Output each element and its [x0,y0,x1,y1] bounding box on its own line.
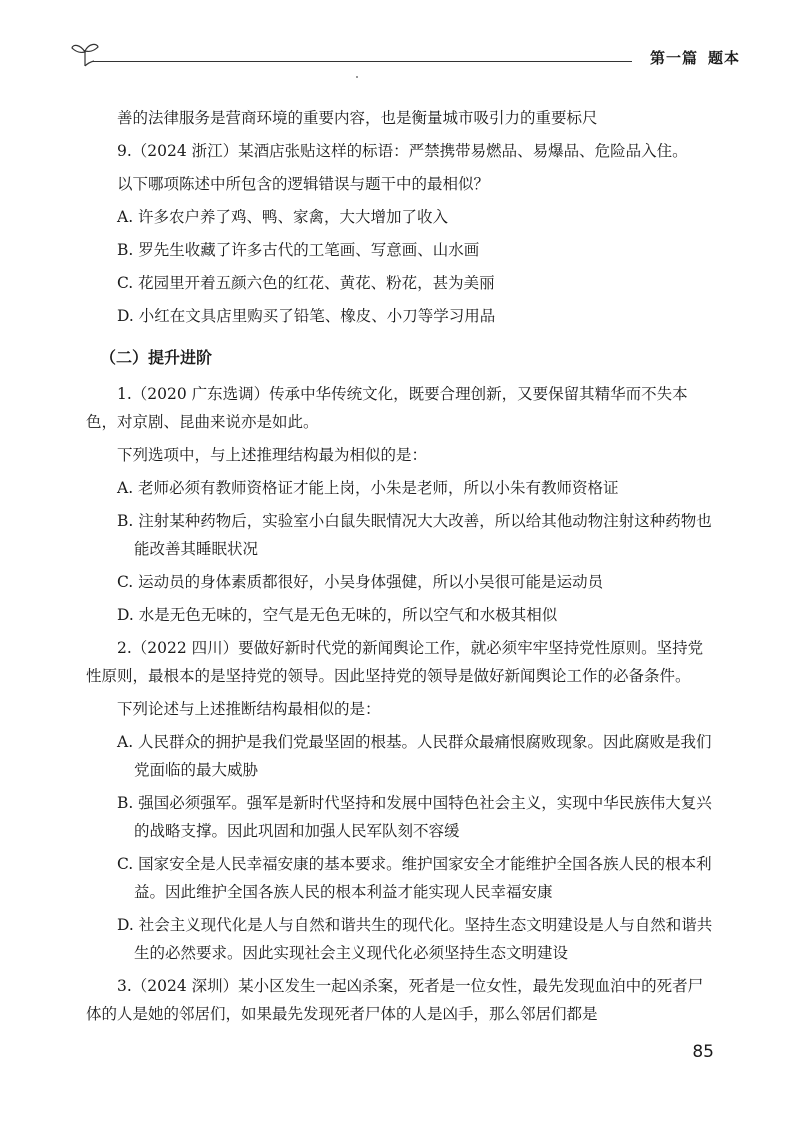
answer-option: A. 人民群众的拥护是我们党最坚固的根基。人民群众最痛恨腐败现象。因此腐败是我们党面临的最大威胁 [117,733,712,779]
answer-option: C. 运动员的身体素质都很好，小吴身体强健，所以小吴很可能是运动员 [117,573,604,591]
paragraph: 善的法律服务是营商环境的重要内容，也是衡量城市吸引力的重要标尺 [117,109,598,127]
answer-option: A. 许多农户养了鸡、鸭、家禽，大大增加了收入 [117,208,449,226]
answer-option: D. 社会主义现代化是人与自然和谐共生的现代化。坚持生态文明建设是人与自然和谐共生的必然要求。因此实现社会主义现代化必须坚持生态文明建设 [117,916,713,962]
answer-option: C. 花园里开着五颜六色的红花、黄花、粉花，甚为美丽 [117,274,495,292]
answer-option: B. 罗先生收藏了许多古代的工笔画、写意画、山水画 [117,241,480,259]
page-body [86,104,718,1033]
section-part: 第一篇 [649,49,698,67]
answer-option: B. 强国必须强军。强军是新时代坚持和发展中国特色社会主义，实现中华民族伟大复兴的战略支撑。因此巩固和加强人民军队刻不容缓 [117,794,712,840]
answer-option: D. 小红在文具店里购买了铅笔、橡皮、小刀等学习用品 [117,307,496,325]
paragraph: 下列论述与上述推断结构最相似的是： [117,700,381,718]
paragraph: 3.（2024 深圳）某小区发生一起凶杀案，死者是一位女性，最先发现血泊中的死者尸体的人是她的邻居们，如果最先发现死者尸体的人是凶手，那么邻居们都是 [86,977,704,1023]
header-rule [92,61,632,62]
section-name: 题本 [707,49,740,67]
paragraph: 以下哪项陈述中所包含的逻辑错误与题干中的最相似？ [117,175,490,193]
answer-option: C. 国家安全是人民幸福安康的基本要求。维护国家安全才能维护全国各族人民的根本利益。因此维护全国各族人民的根本利益才能实现人民幸福安康 [117,855,712,901]
sprout-icon [70,40,100,68]
answer-option: B. 注射某种药物后，实验室小白鼠失眠情况大大改善，所以给其他动物注射这种药物也能改善其睡眠状况 [117,512,712,558]
section-heading: （二）提升进阶 [100,348,213,367]
running-header [70,40,740,70]
paragraph: 2.（2022 四川）要做好新时代党的新闻舆论工作，就必须牢牢坚持党性原则。坚持党性原则，最根本的是坚持党的领导。因此坚持党的领导是做好新闻舆论工作的必备条件。 [86,639,704,685]
page-number: 85 [692,1042,714,1062]
section-title [650,47,740,68]
paragraph: 下列选项中，与上述推理结构最为相似的是： [117,446,428,464]
stray-dot [356,76,358,78]
answer-option: A. 老师必须有教师资格证才能上岗，小朱是老师，所以小朱有教师资格证 [117,479,619,497]
paragraph: 9.（2024 浙江）某酒店张贴这样的标语：严禁携带易燃品、易爆品、危险品入住。 [117,142,688,160]
answer-option: D. 水是无色无味的，空气是无色无味的，所以空气和水极其相似 [117,606,558,624]
paragraph: 1.（2020 广东选调）传承中华传统文化，既要合理创新，又要保留其精华而不失本色，对京剧、昆曲来说亦是如此。 [86,385,688,431]
